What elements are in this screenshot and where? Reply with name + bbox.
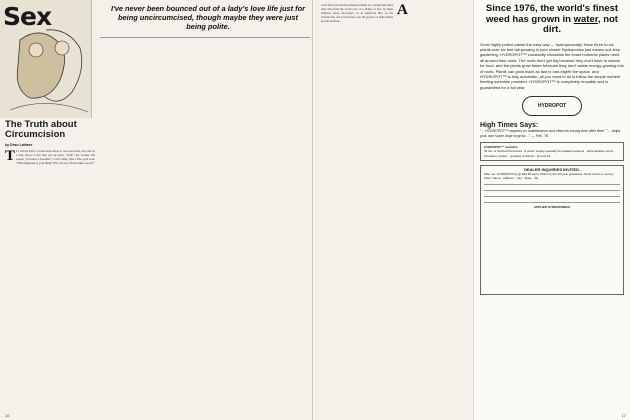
right-page <box>317 0 630 420</box>
hydropot-ad <box>473 0 630 420</box>
left-page <box>0 0 313 420</box>
order-form-title: DEALER INQUIRIES INVITED. <box>523 166 580 172</box>
couple-illustration <box>0 0 92 118</box>
high-times-quote: "... HYDROPOT™ requires no maintenance and offers its bounty time after time." "... helps your own super dope to grow ..." — Feb. '78 <box>480 129 621 138</box>
byline: by Dean Latimer <box>5 143 33 147</box>
hydropot-logo: HYDROPOT <box>522 96 582 116</box>
order-form <box>480 165 624 295</box>
ad-headline-part-2: , not dirt. <box>543 13 618 35</box>
section-logo: Sex <box>3 2 52 31</box>
pull-quote: I've never been bounced out of a lady's love life just for being uncircumcised, though maybe they were just being polite. <box>110 4 306 31</box>
features-box <box>480 142 624 160</box>
features-list: 30 lbs. of crushed Kona lava · 5 years' supply specially formulated nutrients · plant aeration pump · circulation system · growing container · pH test kit <box>484 149 616 158</box>
article-opening: To tell the truth, I would never know it was even there, but once in a blue moon it will take you up short. "Ooh!" the woman will squeal, "you have a foreskin!" I can't claim, after a fine good look, "What happened to your thing? Who cut you off that takes care of?" <box>16 150 95 165</box>
article-column-1 <box>5 150 95 410</box>
article-headline: The Truth about Circumcision <box>5 119 77 140</box>
section-drop-cap: A <box>397 4 408 18</box>
city-state-zip-field[interactable] <box>484 192 620 197</box>
right-opening: A lot more non-Jewish American males are circumcised these days than from the world over, as a matter of fact, by sheer numbers alone. Nowadays, as an American Has, on the bottom line, since in Europe over 90 percent of male babies are left unshorn. <box>321 4 393 23</box>
name-field[interactable] <box>484 180 620 185</box>
ad-headline-part-1: Since 1976, the world's finest weed has grown in <box>485 3 619 25</box>
address-field[interactable] <box>484 186 620 191</box>
order-form-text: Ship me: HYDROPOT(s) @ $49.95 each. Order by the full year guarantee. Send check or money order. Name · Address · City · State · Zip <box>484 171 614 180</box>
article-column-5 <box>397 4 469 410</box>
pull-quote-rule <box>100 37 310 38</box>
signature-field[interactable] <box>484 198 620 203</box>
article-column-3 <box>208 42 308 410</box>
features-title: HYDROPOT™ contains: <box>484 145 519 150</box>
page-number-left: 16 <box>5 413 10 418</box>
drop-cap: T <box>5 150 16 164</box>
ad-body: Grow highly potent plants the easy way — hydroponically! Have three to six plants over six feet tall growing in your closet! Hydroponics just means soil-less gardening. HYDROPOT™ constantly circulates the exact nutrients plants need all around their roots. The roots don't get big because they don't have to search for food, and the plants grow faster because they don't waste energy growing lots of roots. Plants can grow twice as fast in one-eighth the space, and HYDROPOT™ is fully automatic, all you need to do is follow the simple nutrient feeding schedule provided. HYDROPOT™ is completely reusable and is guaranteed for a full year. <box>480 41 624 90</box>
article-column-2 <box>102 42 202 410</box>
article-column-4 <box>321 4 393 410</box>
company-name: APPLIED HYDROPONICS <box>533 204 571 209</box>
ad-headline-underlined: water <box>573 13 598 25</box>
ad-headline <box>480 4 624 36</box>
section-illustration <box>0 0 92 118</box>
page-number-right: 17 <box>621 413 626 418</box>
high-times-title: High Times Says: <box>480 122 539 130</box>
